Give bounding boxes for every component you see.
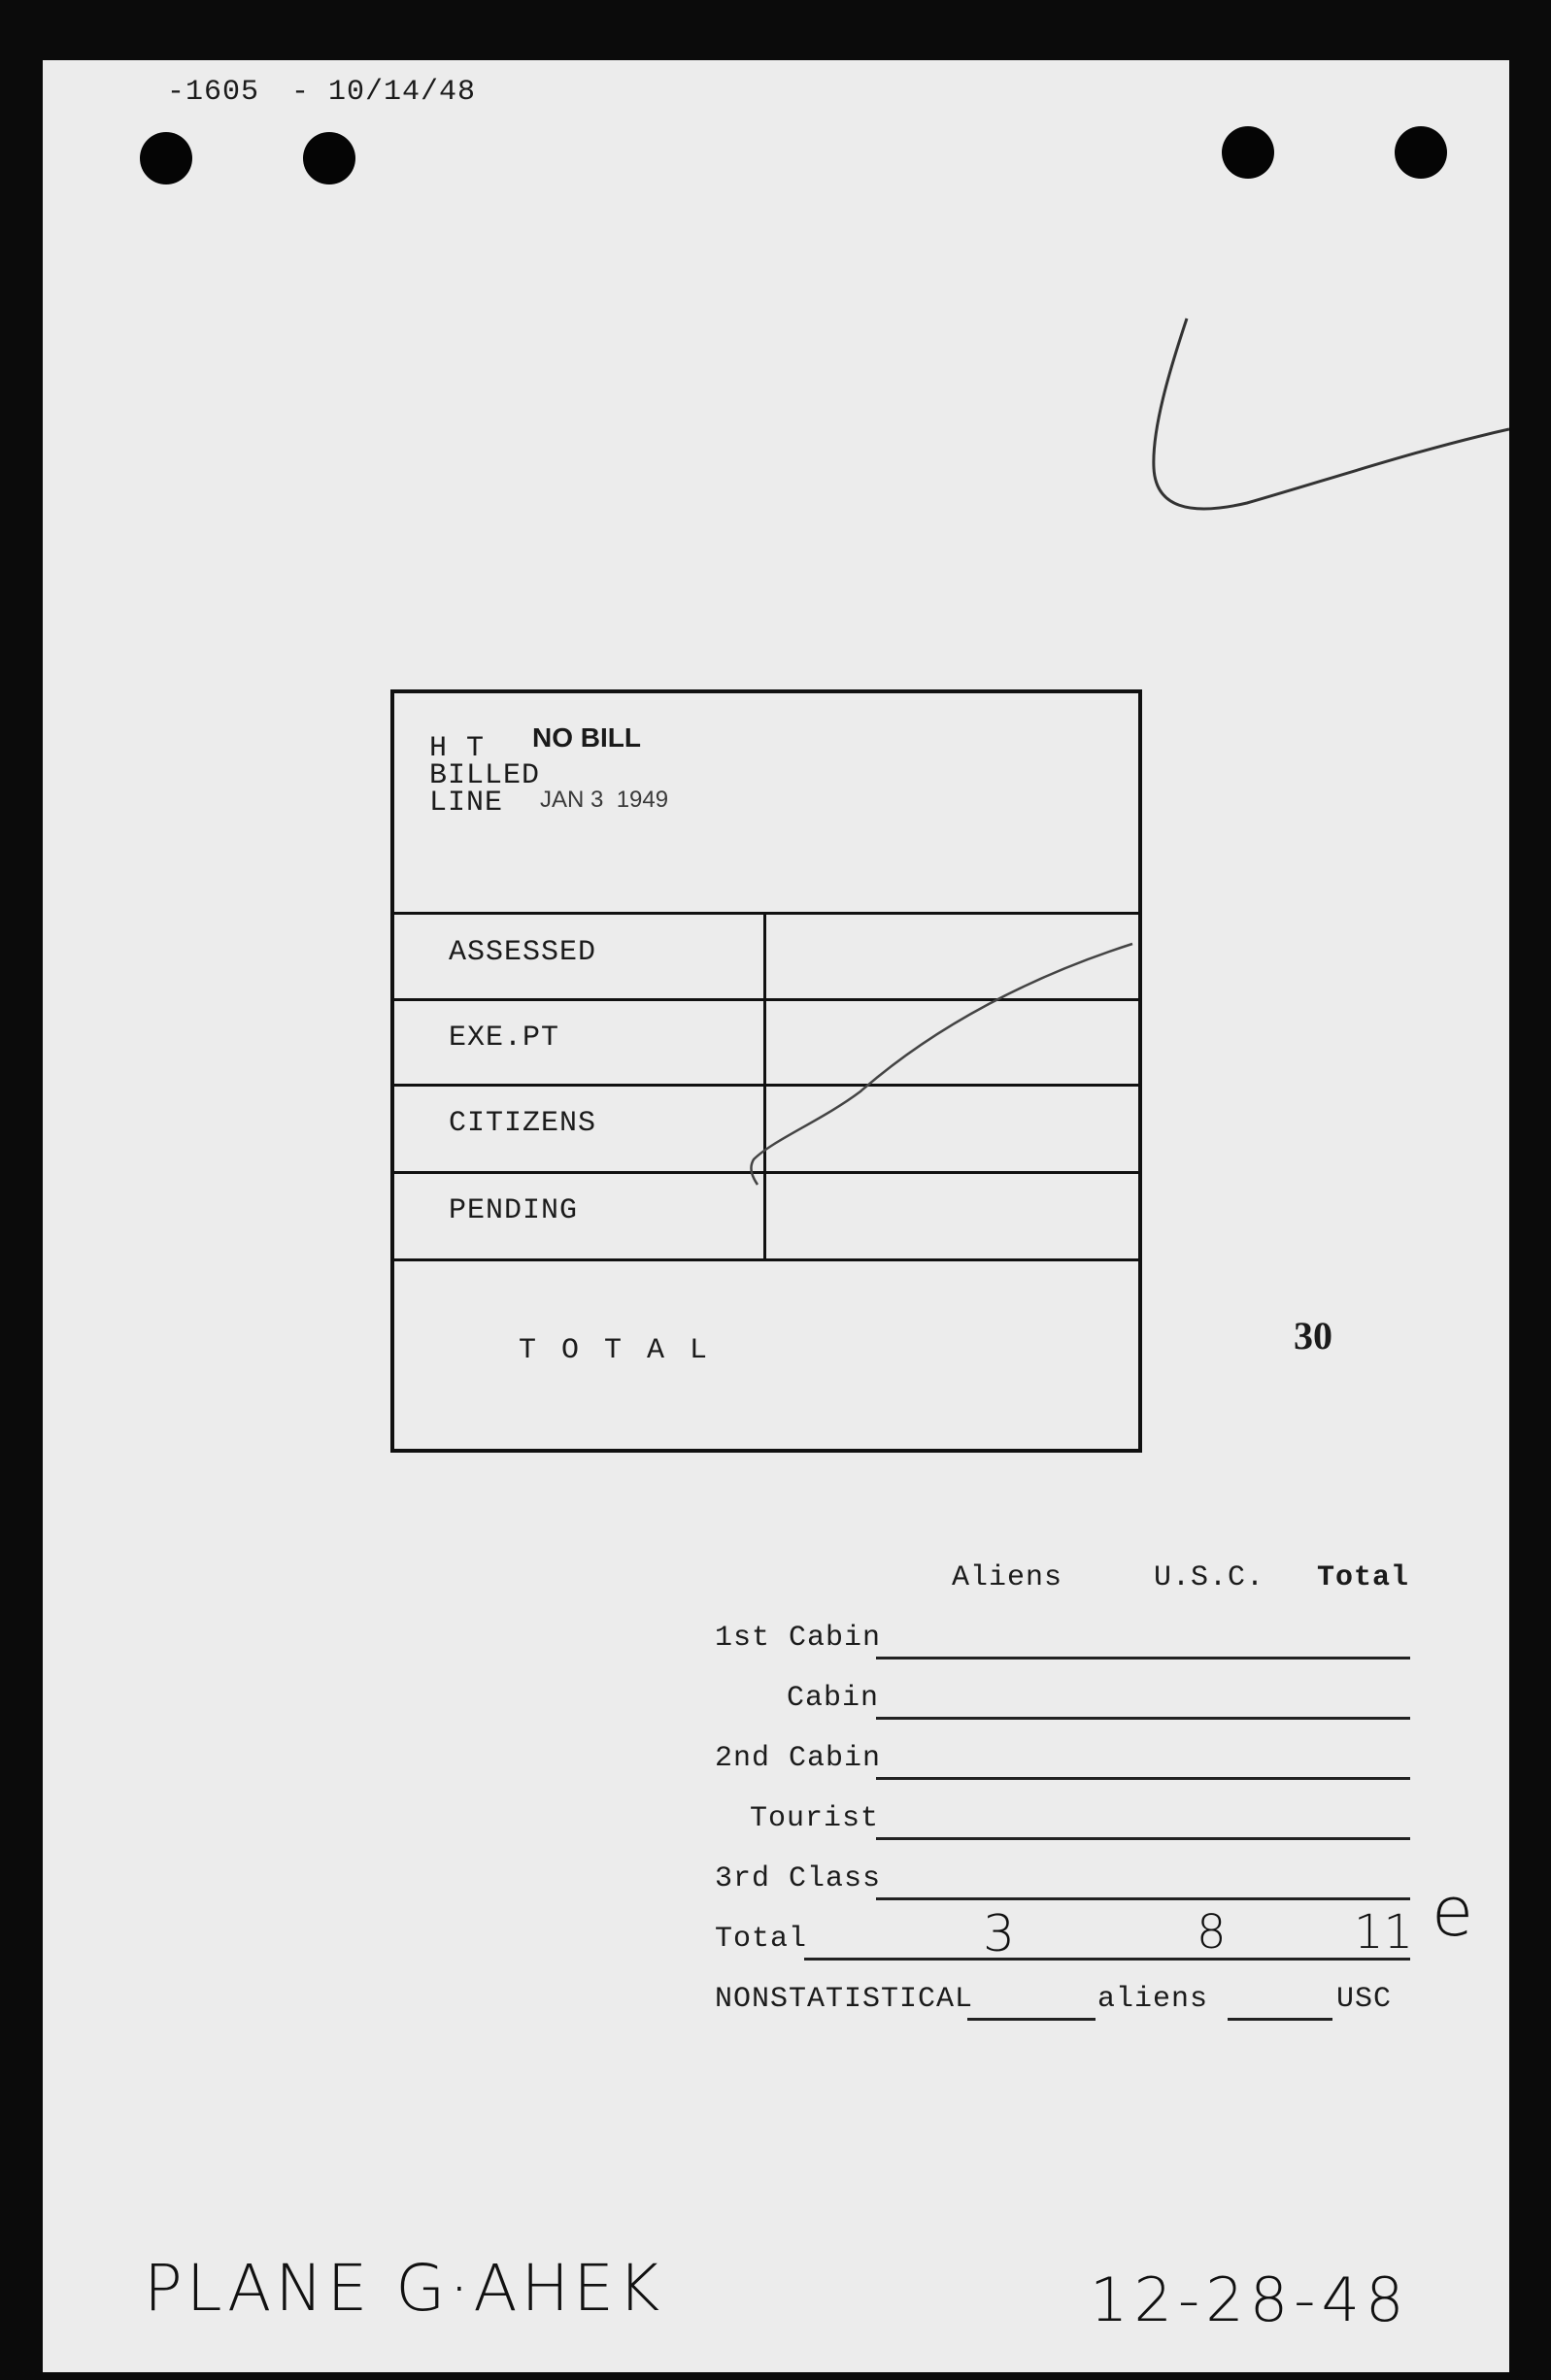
- form-date: - 10/14/48: [291, 76, 477, 109]
- entry-line: [967, 2018, 1096, 2021]
- row-label-3rd-class: 3rd Class: [715, 1862, 882, 1895]
- nonstat-aliens-label: aliens: [1097, 1983, 1209, 2016]
- total-value: 30: [1294, 1314, 1332, 1358]
- row-label-cabin: Cabin: [787, 1682, 880, 1715]
- billed-label: BILLED: [429, 759, 541, 792]
- total-total-value: 11: [1354, 1905, 1414, 1960]
- entry-line: [876, 1717, 1410, 1720]
- entry-line: [876, 1897, 1410, 1900]
- total-aliens-value: 3: [983, 1905, 1016, 1963]
- total-usc-value: 8: [1197, 1905, 1227, 1960]
- punch-hole-4: [1395, 126, 1447, 179]
- stamp-box: [390, 689, 1142, 1453]
- row-label-1st-cabin: 1st Cabin: [715, 1622, 882, 1655]
- punch-hole-3: [1222, 126, 1274, 179]
- column-header-aliens: Aliens: [952, 1561, 1063, 1594]
- category-label: PENDING: [449, 1194, 579, 1227]
- column-header-usc: U.S.C.: [1154, 1561, 1265, 1594]
- form-number: -1605: [167, 76, 260, 109]
- date-stamp: JAN 3 1949: [540, 787, 669, 813]
- entry-line: [1228, 2018, 1332, 2021]
- ht-label: H T: [429, 732, 486, 765]
- no-bill-stamp: NO BILL: [532, 722, 641, 753]
- entry-line: [876, 1657, 1410, 1659]
- category-label: EXE.PT: [449, 1022, 560, 1055]
- line-label: LINE: [429, 787, 504, 820]
- entry-line: [804, 1958, 1410, 1961]
- category-label: CITIZENS: [449, 1107, 597, 1140]
- check-mark-icon: [1092, 313, 1509, 565]
- total-note: e: [1432, 1872, 1474, 1952]
- document-page: [43, 60, 1509, 2372]
- punch-hole-1: [140, 132, 192, 184]
- entry-line: [876, 1777, 1410, 1780]
- row-label-2nd-cabin: 2nd Cabin: [715, 1742, 882, 1775]
- entry-line: [876, 1837, 1410, 1840]
- pen-stroke: [715, 936, 1142, 1189]
- divider: [394, 912, 1142, 915]
- plane-note: PLANE G·AHEK: [144, 2251, 664, 2326]
- column-header-total: Total: [1317, 1561, 1410, 1594]
- punch-hole-2: [303, 132, 355, 184]
- row-label-total: Total: [715, 1923, 808, 1956]
- nonstatistical-label: NONSTATISTICAL: [715, 1983, 974, 2016]
- footer-date: 12-28-48: [1090, 2264, 1410, 2335]
- nonstat-usc-label: USC: [1336, 1983, 1393, 2016]
- divider: [394, 1258, 1142, 1261]
- total-label: T O T A L: [519, 1334, 712, 1367]
- category-label: ASSESSED: [449, 936, 597, 969]
- row-label-tourist: Tourist: [750, 1802, 880, 1835]
